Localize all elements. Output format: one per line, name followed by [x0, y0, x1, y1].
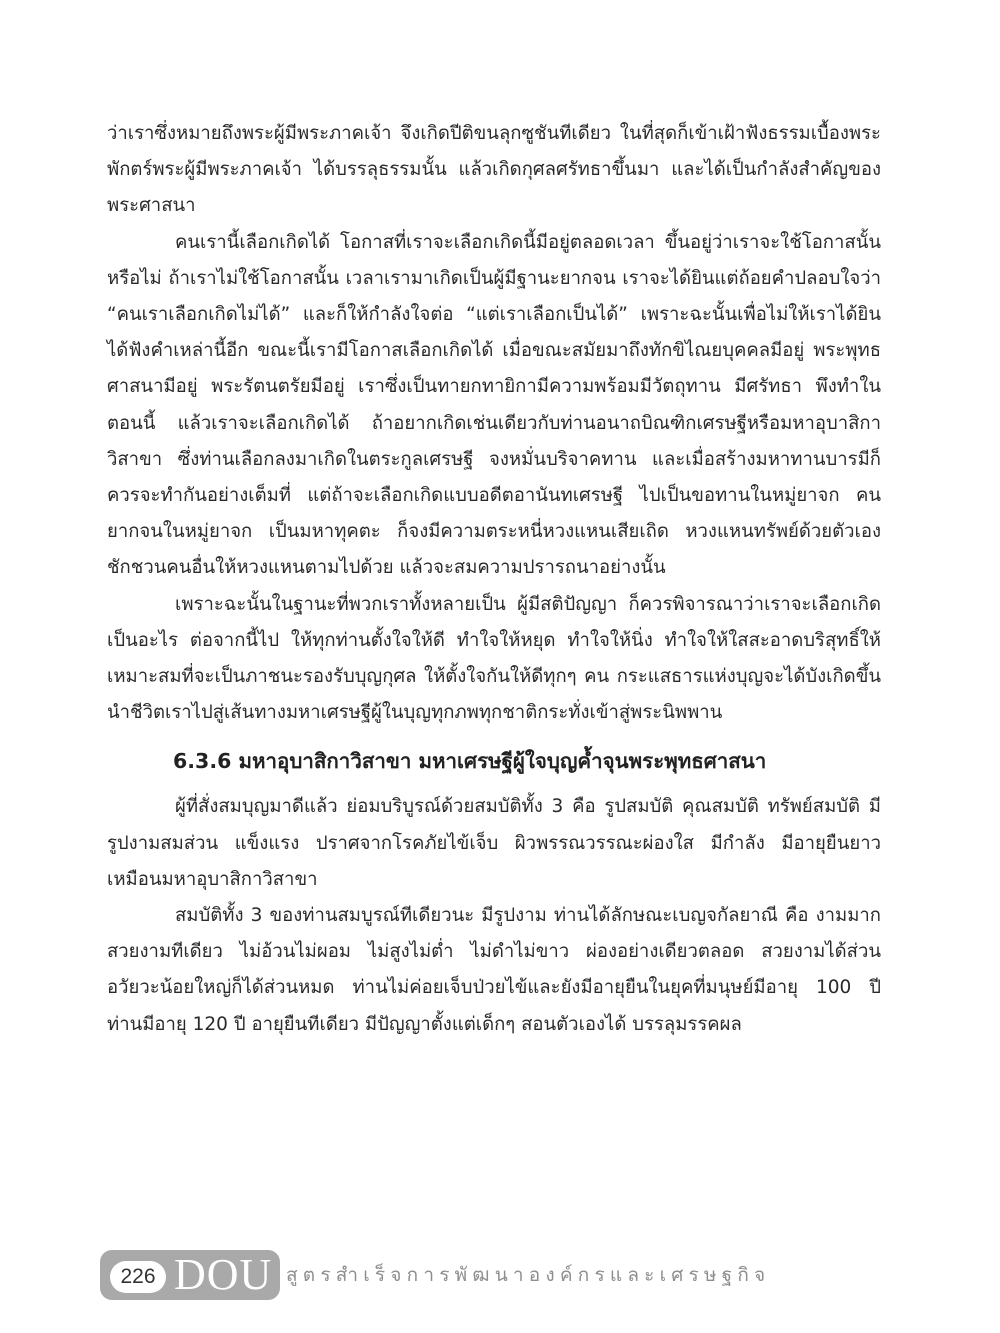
book-title: สูตรสำเร็จการพัฒนาองค์กรและเศรษฐกิจ — [286, 1264, 771, 1286]
paragraph-choosing-birth: คนเรานี้เลือกเกิดได้ โอกาสที่เราจะเลือกเกิดนี้มีอยู่ตลอดเวลา ขึ้นอยู่ว่าเราจะใช้โอกาสนั้นหรือไม่ ถ้าเราไม่ใช้โอกาสนั้น เวลาเรามาเกิดเป็นผู้มีฐานะยากจน เราจะได้ยินแต่ถ้อยคำปลอบใจว่า “คนเราเลือกเกิดไม่ได้” และก็ให้กำลังใจต่อ “แต่เราเลือกเป็นได้” เพราะฉะนั้นเพื่อไม่ให้เราได้ยินได้ฟังคำเหล่านี้อีก ขณะนี้เรามีโอกาสเลือกเกิดได้ เมื่อขณะสมัยมาถึงทักขิไณยบุคคลมีอยู่ พระพุทธศาสนามีอยู่ พระรัตนตรัยมีอยู่ เราซึ่งเป็นทายกทายิกามีความพร้อมมีวัตถุทาน มีศรัทธา พึงทำในตอนนี้ แล้วเราจะเลือกเกิดได้ ถ้าอยากเกิดเช่นเดียวกับท่านอนาถบิณฑิกเศรษฐีหรือมหาอุบาสิกาวิสาขา ซึ่งท่านเลือกลงมาเกิดในตระกูลเศรษฐี จงหมั่นบริจาคทาน และเมื่อสร้างมหาทานบารมีก็ควรจะทำกันอย่างเต็มที่ แต่ถ้าจะเลือกเกิดแบบอดีตอานันทเศรษฐี ไปเป็นขอทานในหมู่ยาจก คนยากจนในหมู่ยาจก เป็นมหาทุคตะ ก็จงมีความตระหนี่หวงแหนเสียเถิด หวงแหนทรัพย์ด้วยตัวเอง ชักชวนคนอื่นให้หวงแหนตามไปด้วย แล้วจะสมความปรารถนาอย่างนั้น — [107, 231, 881, 579]
paragraph-three-treasures: ผู้ที่สั่งสมบุญมาดีแล้ว ย่อมบริบูรณ์ด้วยสมบัติทั้ง 3 คือ รูปสมบัติ คุณสมบัติ ทรัพย์สมบัติ มีรูปงามสมส่วน แข็งแรง ปราศจากโรคภัยไข้เจ็บ ผิวพรรณวรรณะผ่องใส มีกำลัง มีอายุยืนยาวเหมือนมหาอุบาสิกาวิสาขา — [107, 796, 881, 890]
page-footer — [100, 1243, 880, 1299]
dou-logo: DOU — [174, 1250, 273, 1299]
paragraph-continuation: ว่าเราซึ่งหมายถึงพระผู้มีพระภาคเจ้า จึงเกิดปีติขนลุกซูชันทีเดียว ในที่สุดก็เข้าเฝ้าฟังธรรมเบื้องพระพักตร์พระผู้มีพระภาคเจ้า ได้บรรลุธรรมนั้น แล้วเกิดกุศลศรัทธาขึ้นมา และได้เป็นกำลังสำคัญของพระศาสนา — [107, 123, 881, 217]
footer-badge — [100, 1250, 280, 1300]
page-number: 226 — [110, 1261, 166, 1293]
paragraph-visakha-qualities: สมบัติทั้ง 3 ของท่านสมบูรณ์ทีเดียวนะ มีรูปงาม ท่านได้ลักษณะเบญจกัลยาณี คือ งามมาก สวยงามทีเดียว ไม่อ้วนไม่ผอม ไม่สูงไม่ต่ำ ไม่ดำไม่ขาว ผ่องอย่างเดียวตลอด สวยงามได้ส่วน อวัยวะน้อยใหญ่ก็ได้ส่วนหมด ท่านไม่ค่อยเจ็บป่วยไข้และยังมีอายุยืนในยุคที่มนุษย์มีอายุ 100 ปี ท่านมีอายุ 120 ปี อายุยืนทีเดียว มีปัญญาตั้งแต่เด็กๆ สอนตัวเองได้ บรรลุมรรคผล — [107, 905, 881, 1035]
page-body — [107, 116, 881, 1043]
paragraph-wise-choice: เพราะฉะนั้นในฐานะที่พวกเราทั้งหลายเป็น ผู้มีสติปัญญา ก็ควรพิจารณาว่าเราจะเลือกเกิดเป็นอะไร ต่อจากนี้ไป ให้ทุกท่านตั้งใจให้ดี ทำใจให้หยุด ทำใจให้นิ่ง ทำใจให้ใสสะอาดบริสุทธิ์ให้เหมาะสมที่จะเป็นภาชนะรองรับบุญกุศล ให้ตั้งใจกันให้ดีทุกๆ คน กระแสธารแห่งบุญจะได้บังเกิดขึ้น นำชีวิตเราไปสู่เส้นทางมหาเศรษฐีผู้ในบุญทุกภพทุกชาติกระทั่งเข้าสู่พระนิพพาน — [107, 593, 881, 724]
section-heading: 6.3.6 มหาอุบาสิกาวิสาขา มหาเศรษฐีผู้ใจบุญค้ำจุนพระพุทธศาสนา — [173, 749, 767, 774]
